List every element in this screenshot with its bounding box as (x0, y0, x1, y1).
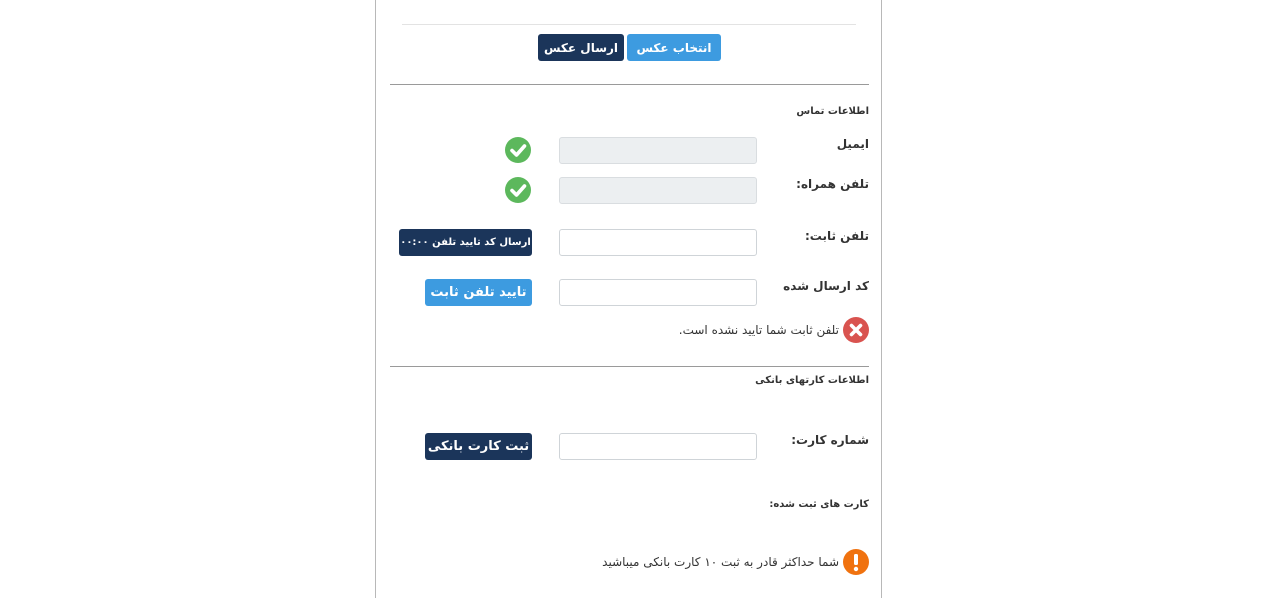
verify-landline-button[interactable]: تایید تلفن ثابت (425, 279, 532, 306)
check-circle-icon (504, 136, 532, 164)
times-circle-icon (842, 316, 870, 344)
send-landline-code-button[interactable]: ارسال کد تایید تلفن ۰۰:۰۰ (399, 229, 532, 256)
exclamation-circle-icon (842, 548, 870, 576)
contact-section-title: اطلاعات تماس (796, 106, 869, 117)
divider (390, 84, 869, 85)
sent-code-field[interactable] (559, 279, 757, 306)
bank-section-title: اطلاعات کارتهای بانکی (755, 375, 869, 386)
email-label: ایمیل (836, 137, 869, 151)
landline-unverified-message: تلفن ثابت شما تایید نشده است. (678, 323, 839, 337)
register-card-button[interactable]: ثبت کارت بانکی (425, 433, 532, 460)
select-photo-button[interactable]: انتخاب عکس (627, 34, 721, 61)
card-number-field[interactable] (559, 433, 757, 460)
mobile-label: تلفن همراه: (796, 177, 869, 191)
send-photo-button[interactable]: ارسال عکس (538, 34, 624, 61)
check-circle-icon (504, 176, 532, 204)
divider (402, 24, 856, 25)
max-cards-message: شما حداکثر قادر به ثبت ۱۰ کارت بانکی میباشید (602, 555, 839, 569)
registered-cards-title: کارت های ثبت شده: (769, 499, 869, 510)
card-number-label: شماره کارت: (791, 433, 869, 447)
landline-field[interactable] (559, 229, 757, 256)
mobile-field[interactable] (559, 177, 757, 204)
email-field[interactable] (559, 137, 757, 164)
divider (390, 366, 869, 367)
landline-label: تلفن ثابت: (804, 229, 869, 243)
sent-code-label: کد ارسال شده (783, 279, 869, 293)
